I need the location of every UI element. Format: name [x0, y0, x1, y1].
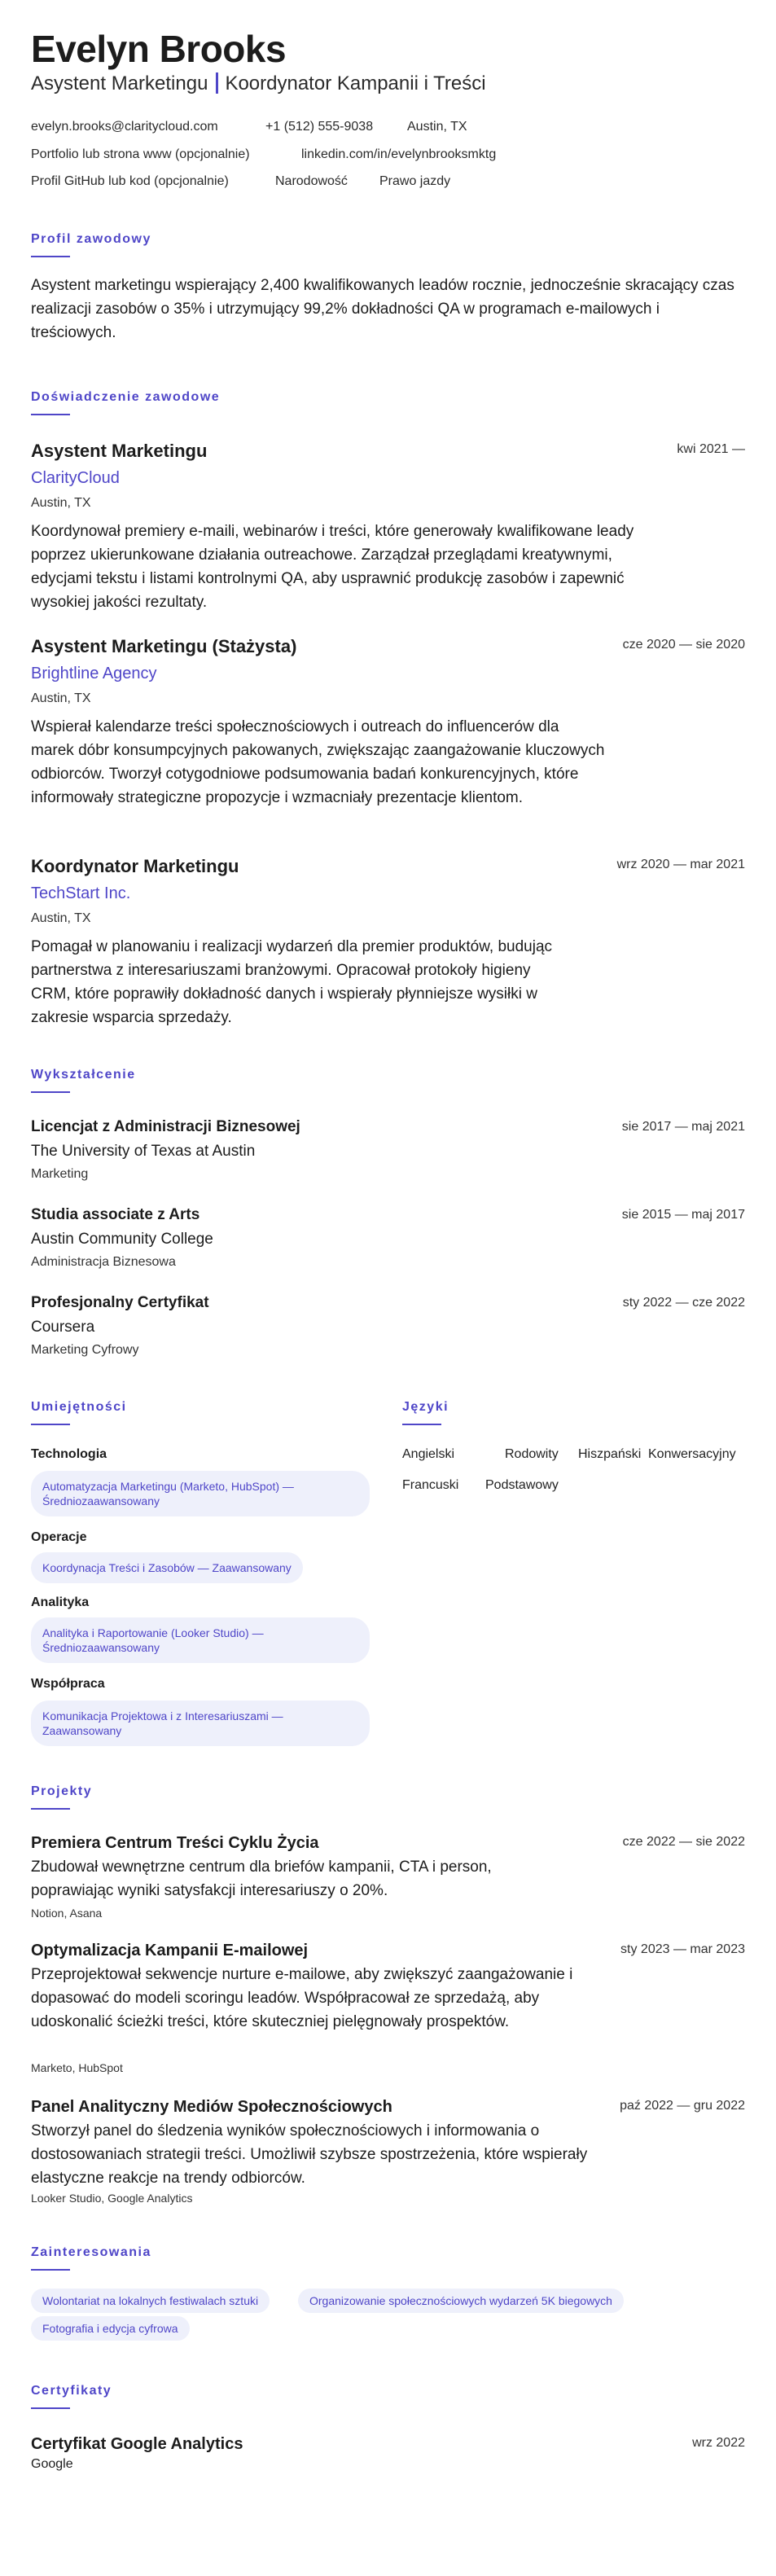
section-rule: [31, 2407, 70, 2409]
language-name: Francuski: [402, 1478, 459, 1492]
skill-category: Współpraca: [31, 1677, 105, 1691]
section-title-education: Wykształcenie: [31, 1068, 136, 1082]
edu-field: Marketing: [31, 1167, 89, 1181]
contact-linkedin[interactable]: linkedin.com/in/evelynbrooksmktg: [301, 147, 497, 161]
project-description: Stworzył panel do śledzenia wyników społecznościowych i informowania o dostosowaniach strategii treści. Umożliwił szybsze spostrzeżenia, które wspierały elastyczne reakcje na trendy odbiorców.: [31, 2122, 588, 2187]
headline-secondary: Koordynator Kampanii i Treści: [225, 72, 486, 94]
interest-chip: Organizowanie społecznościowych wydarzeń 5K biegowych: [298, 2289, 624, 2313]
interest-chip: Fotografia i edycja cyfrowa: [31, 2316, 190, 2341]
section-title-interests: Zainteresowania: [31, 2245, 151, 2259]
project-dates: paź 2022 — gru 2022: [620, 2099, 745, 2113]
edu-dates: sie 2015 — maj 2017: [621, 1208, 745, 1222]
job-description: Koordynował premiery e-maili, webinarów i treści, które generowały kwalifikowane leady poprzez ukierunkowane działania outreachowe. Zarządzał przeglądami kreatywnymi, edycjami tekstu i listami kontrolnymi QA, aby usprawnić produkcję zasobów i zapewnić wysokiej jakości rezultaty.: [31, 523, 634, 611]
job-title: Koordynator Marketingu: [31, 856, 239, 876]
job-location: Austin, TX: [31, 496, 91, 510]
project-title: Premiera Centrum Treści Cyklu Życia: [31, 1834, 319, 1852]
language-level: Konwersacyjny: [648, 1447, 736, 1461]
project-dates: cze 2022 — sie 2022: [622, 1835, 745, 1849]
contact-portfolio[interactable]: Portfolio lub strona www (opcjonalnie): [31, 147, 250, 161]
project-title: Optymalizacja Kampanii E-mailowej: [31, 1942, 309, 1959]
edu-school: Austin Community College: [31, 1231, 213, 1248]
section-rule: [31, 414, 70, 415]
skill-category: Operacje: [31, 1530, 87, 1544]
headline: [31, 72, 486, 96]
contact-phone[interactable]: +1 (512) 555-9038: [265, 120, 374, 134]
job-location: Austin, TX: [31, 691, 91, 705]
edu-school: Coursera: [31, 1319, 95, 1336]
job-company: Brightline Agency: [31, 665, 157, 682]
contact-location: Austin, TX: [407, 120, 467, 134]
certificate-title: Certyfikat Google Analytics: [31, 2435, 243, 2453]
skill-chip: Automatyzacja Marketingu (Marketo, HubSpot) — Średniozaawansowany: [31, 1471, 370, 1516]
job-description: Pomagał w planowaniu i realizacji wydarzeń dla premier produktów, budując partnerstwa z interesariuszami branżowymi. Opracował protokoły higieny CRM, które poprawiły dokładność danych i wspierały płynniejsze wysiłki w zakresie wsparcia sprzedaży.: [31, 938, 553, 1026]
project-tech: Notion, Asana: [31, 1907, 103, 1920]
contact-nationality: Narodowość: [275, 174, 348, 188]
job-company: TechStart Inc.: [31, 884, 131, 902]
skill-category: Technologia: [31, 1447, 107, 1461]
job-location: Austin, TX: [31, 911, 91, 925]
section-title-skills: Umiejętności: [31, 1400, 127, 1414]
job-dates: wrz 2020 — mar 2021: [616, 858, 745, 871]
section-title-experience: Doświadczenie zawodowe: [31, 390, 221, 404]
job-title: Asystent Marketingu: [31, 441, 208, 461]
project-description: Przeprojektował sekwencje nurture e-mailowe, aby zwiększyć zaangażowanie i dopasować do modeli scoringu leadów. Współpracował ze sprzedażą, aby udoskonalić ścieżki treści, które skuteczniej pielęgnowały prospektów.: [31, 1966, 573, 2030]
profile-summary: Asystent marketingu wspierający 2,400 kwalifikowanych leadów rocznie, jednocześnie skracający czas realizacji zasobów o 35% i utrzymujący 99,2% dokładności QA w programach e-mailowych i treściowych.: [31, 277, 734, 341]
section-rule: [31, 1808, 70, 1810]
edu-dates: sie 2017 — maj 2021: [621, 1120, 745, 1134]
project-description: Zbudował wewnętrzne centrum dla briefów kampanii, CTA i person, poprawiając wyniki satysfakcji interesariuszy o 20%.: [31, 1858, 492, 1899]
skill-category: Analityka: [31, 1595, 90, 1609]
edu-dates: sty 2022 — cze 2022: [622, 1296, 745, 1310]
headline-separator: [216, 72, 218, 94]
job-company: ClarityCloud: [31, 469, 120, 487]
section-rule: [31, 256, 70, 257]
headline-primary: Asystent Marketingu: [31, 72, 208, 94]
language-name: Angielski: [402, 1447, 455, 1461]
project-title: Panel Analityczny Mediów Społecznościowych: [31, 2098, 392, 2116]
contact-github[interactable]: Profil GitHub lub kod (opcjonalnie): [31, 174, 229, 188]
section-title-certificates: Certyfikaty: [31, 2384, 112, 2398]
language-level: Rodowity: [505, 1447, 559, 1461]
project-tech: Looker Studio, Google Analytics: [31, 2192, 193, 2205]
skill-chip: Analityka i Raportowanie (Looker Studio) — Średniozaawansowany: [31, 1617, 370, 1663]
interest-chip: Wolontariat na lokalnych festiwalach sztuki: [31, 2289, 270, 2313]
contact-email[interactable]: evelyn.brooks@claritycloud.com: [31, 120, 218, 134]
job-dates: cze 2020 — sie 2020: [622, 638, 745, 652]
edu-degree: Studia associate z Arts: [31, 1206, 200, 1223]
section-rule: [31, 1424, 70, 1425]
project-dates: sty 2023 — mar 2023: [620, 1942, 745, 1956]
section-rule: [31, 2269, 70, 2271]
job-dates: kwi 2021 —: [677, 442, 745, 456]
edu-field: Marketing Cyfrowy: [31, 1343, 139, 1357]
language-level: Podstawowy: [485, 1478, 559, 1492]
section-rule: [402, 1424, 441, 1425]
job-description: Wspierał kalendarze treści społecznościowych i outreach do influencerów dla marek dóbr konsumpcyjnych pakowanych, zwiększając zaangażowanie kluczowych odbiorców. Tworzył cotygodniowe podsumowania badań konkurencyjnych, które informowały strategiczne propozycje i wzmacniały prezentacje klientom.: [31, 718, 605, 806]
edu-field: Administracja Biznesowa: [31, 1255, 176, 1269]
certificate-date: wrz 2022: [692, 2436, 745, 2450]
edu-degree: Profesjonalny Certyfikat: [31, 1294, 209, 1311]
section-title-profile: Profil zawodowy: [31, 232, 151, 246]
section-title-projects: Projekty: [31, 1784, 93, 1798]
edu-degree: Licencjat z Administracji Biznesowej: [31, 1118, 300, 1135]
section-rule: [31, 1091, 70, 1093]
skill-chip: Komunikacja Projektowa i z Interesariuszami — Zaawansowany: [31, 1701, 370, 1746]
project-tech: Marketo, HubSpot: [31, 2061, 123, 2074]
edu-school: The University of Texas at Austin: [31, 1143, 256, 1160]
language-name: Hiszpański: [578, 1447, 642, 1461]
candidate-name: Evelyn Brooks: [31, 28, 287, 70]
section-title-languages: Języki: [402, 1400, 449, 1414]
job-title: Asystent Marketingu (Stażysta): [31, 636, 297, 656]
certificate-issuer: Google: [31, 2457, 73, 2471]
contact-license: Prawo jazdy: [379, 174, 451, 188]
skill-chip: Koordynacja Treści i Zasobów — Zaawansowany: [31, 1552, 303, 1583]
